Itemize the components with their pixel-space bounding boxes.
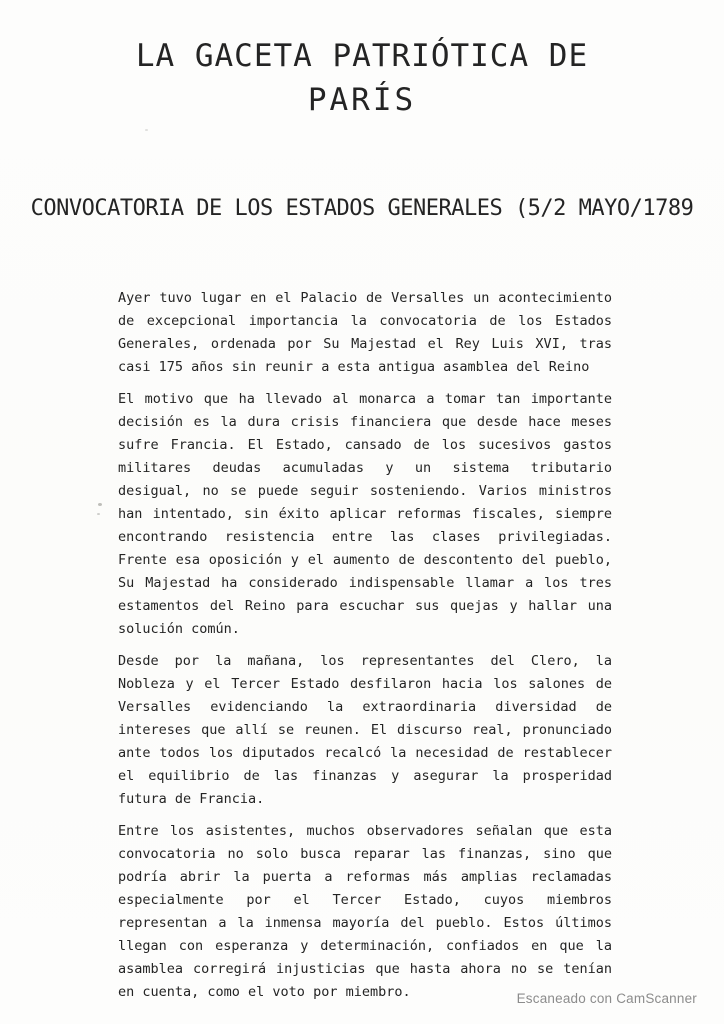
article-headline: CONVOCATORIA DE LOS ESTADOS GENERALES (5/2 MAYO/1789 [30, 196, 694, 222]
article-paragraph-3: Desde por la mañana, los representantes del Clero, la Nobleza y el Tercer Estado desfilaron hacia los salones de Versalles evidenciando la extraordinaria diversidad de intereses que allí se reunen. El discurso real, pronunciado ante todos los diputados recalcó la necesidad de restablecer el equilibrio de las finanzas y asegurar la prosperidad futura de Francia. [118, 653, 612, 808]
article-paragraph-4: Entre los asistentes, muchos observadores señalan que esta convocatoria no solo busca reparar las finanzas, sino que podría abrir la puerta a reformas más amplias reclamadas especialmente por el Tercer Estado, cuyos miembros representan a la inmensa mayoría del pueblo. Estos últimos llegan con esperanza y determinación, confiados en que la asamblea corregirá injusticias que hasta ahora no se tenían en cuenta, como el voto por miembro. [118, 823, 612, 1001]
scan-speck [98, 503, 102, 506]
masthead-title-line-2: PARÍS [307, 82, 417, 119]
article-paragraph-2: El motivo que ha llevado al monarca a tomar tan importante decisión es la dura crisis financiera que desde hace meses sufre Francia. El Estado, cansado de los sucesivos gastos militares deudas acumuladas y un sistema tributario desigual, no se puede seguir sosteniendo. Varios ministros han intentado, sin éxito aplicar reformas fiscales, siempre encontrando resistencia entre las clases privilegiadas. Frente esa oposición y el aumento de descontento del pueblo, Su Majestad ha considerado indispensable llamar a los tres estamentos del Reino para escuchar sus quejas y hallar una solución común. [118, 391, 612, 638]
camscanner-watermark: Escaneado con CamScanner [516, 991, 697, 1006]
scan-speck [97, 513, 100, 515]
masthead-title-line-1: LA GACETA PATRIÓTICA DE [135, 38, 589, 74]
scan-speck [145, 129, 148, 131]
article-paragraph-1: Ayer tuvo lugar en el Palacio de Versalles un acontecimiento de excepcional importancia la convocatoria de los Estados Generales, ordenada por Su Majestad el Rey Luis XVI, tras casi 175 años sin reunir a esta antigua asamblea del Reino [118, 290, 612, 376]
masthead [0, 0, 724, 122]
article-body [118, 287, 612, 1004]
